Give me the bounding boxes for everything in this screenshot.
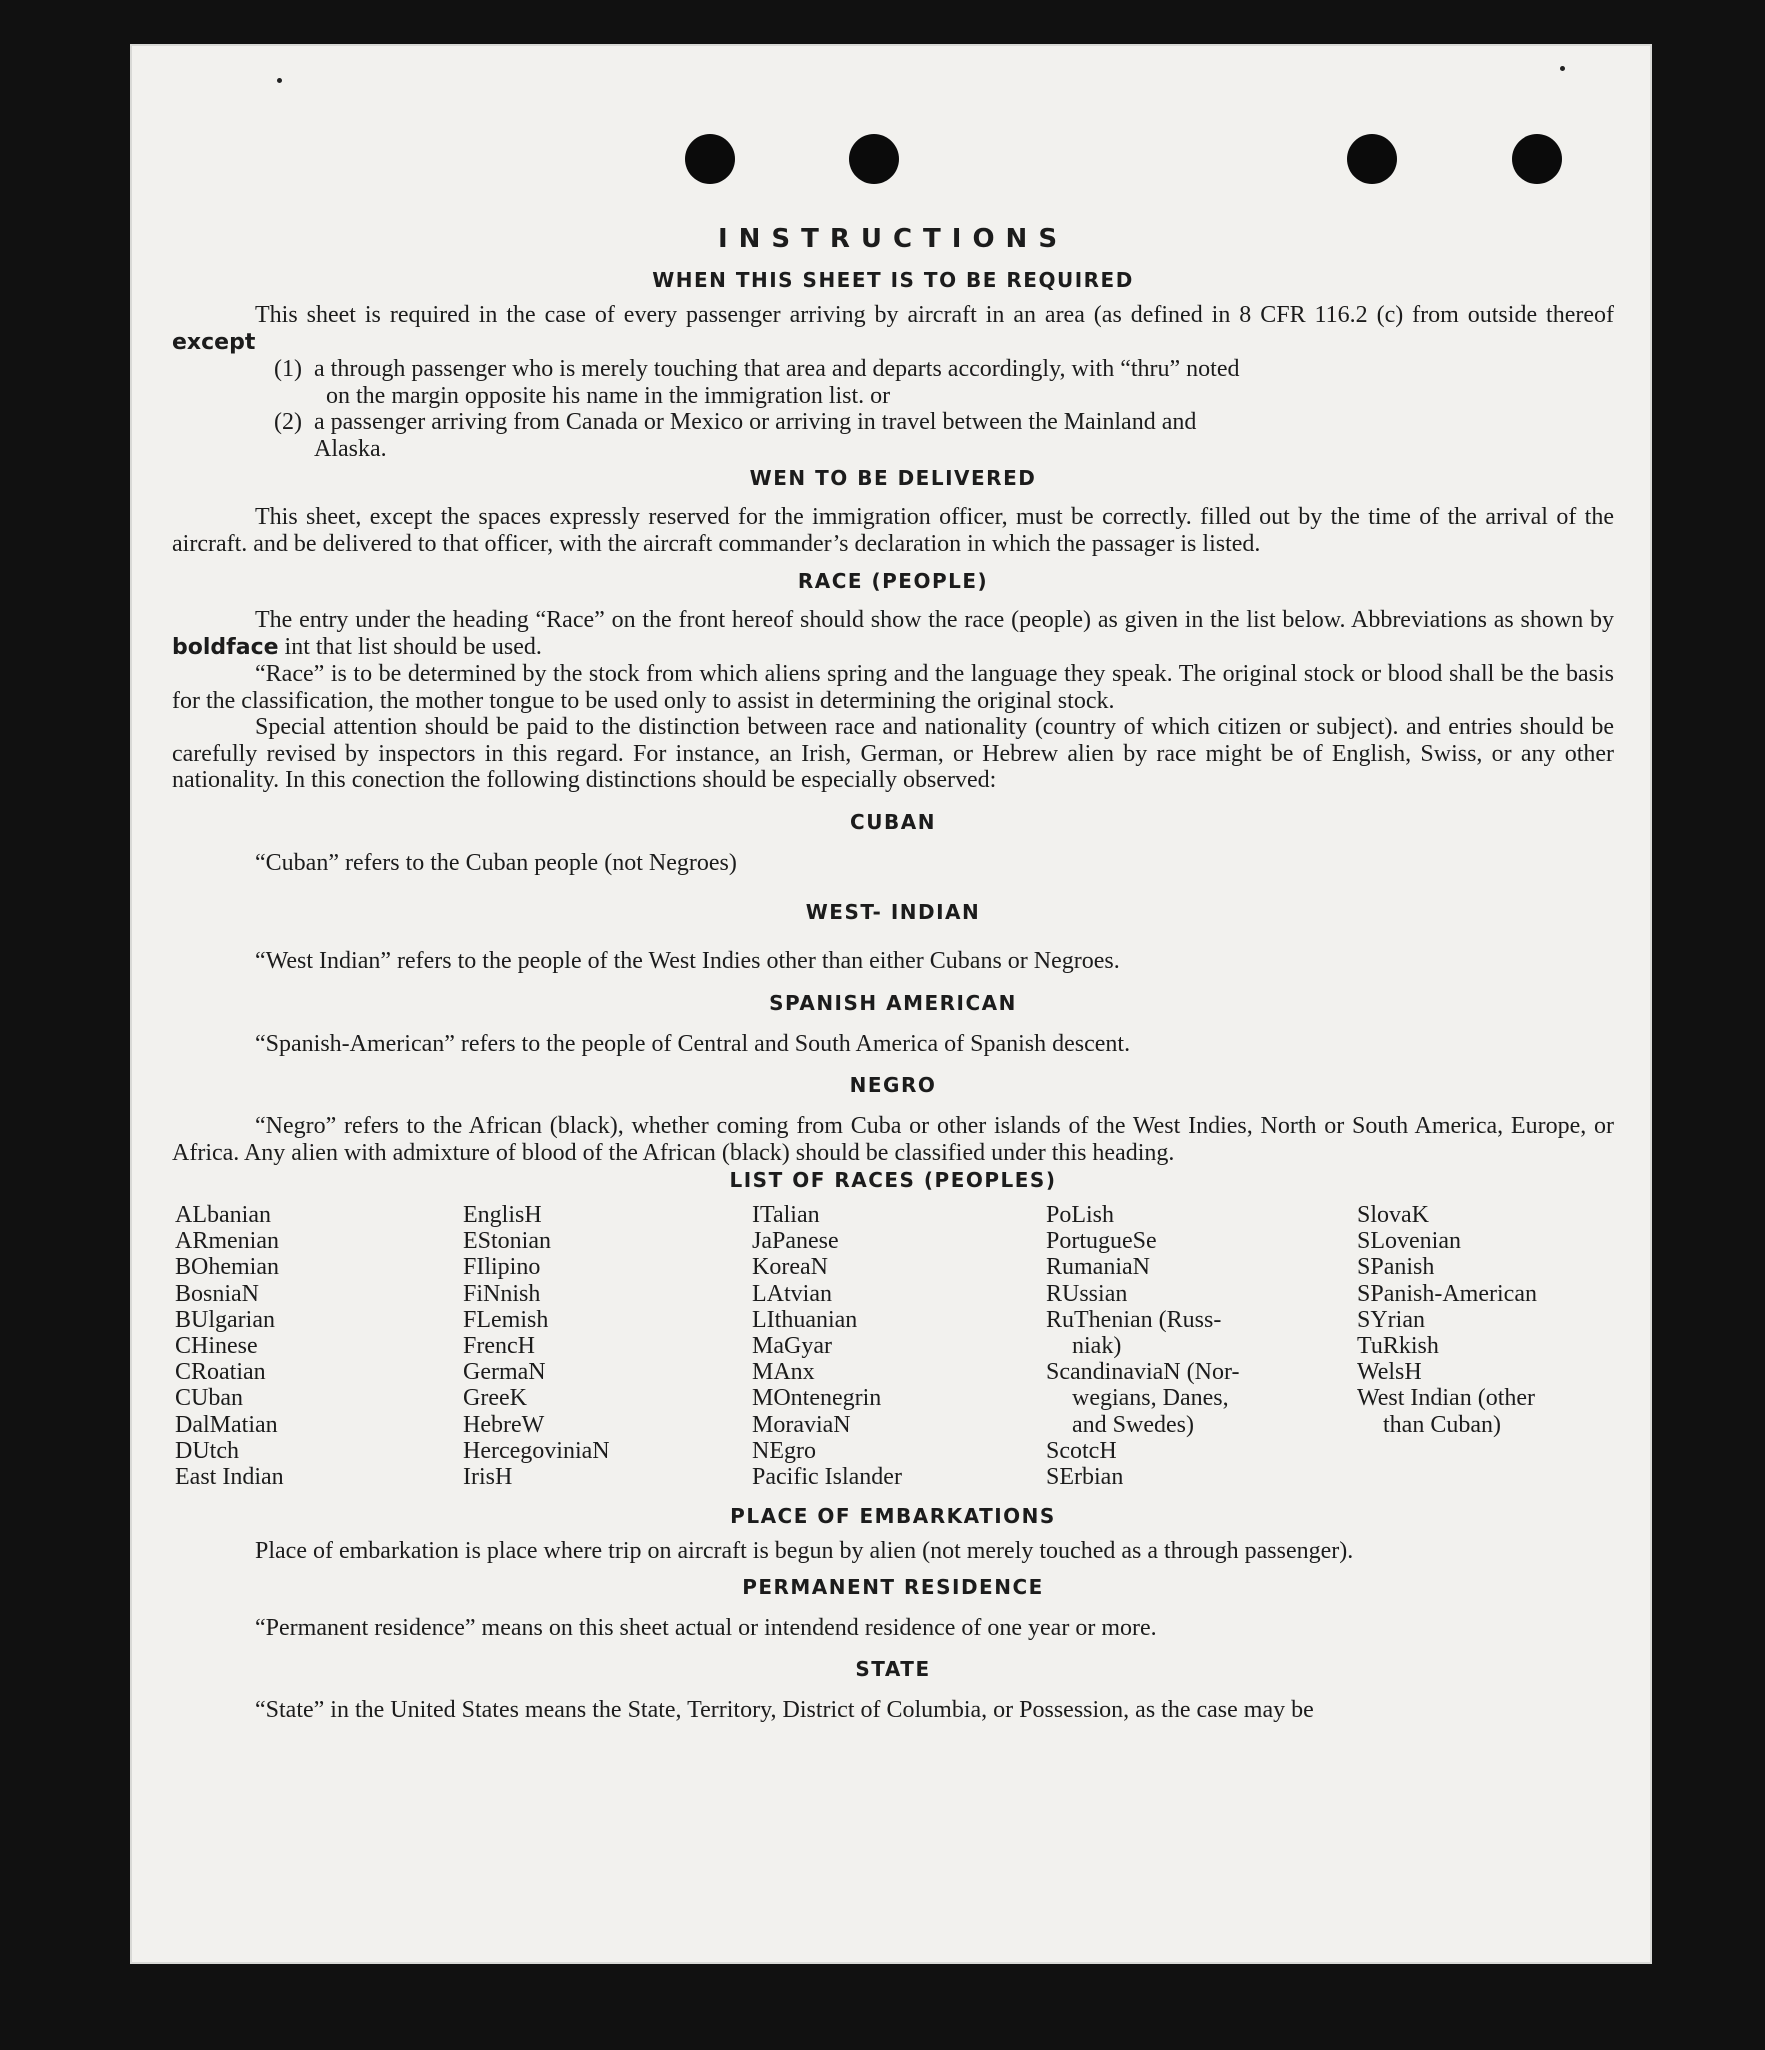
race-item: DUtch	[175, 1437, 239, 1464]
races-column	[752, 1202, 902, 1490]
race-item: FLemish	[463, 1306, 549, 1333]
race-item: SYrian	[1357, 1306, 1425, 1333]
race-item: ALbanian	[175, 1202, 271, 1228]
race-item: East Indian	[175, 1464, 284, 1491]
races-list	[172, 1202, 1614, 1502]
instructions-content	[172, 224, 1614, 1724]
exception-item: (2) a passenger arriving from Canada or Mexico or arriving in travel between the Mainland and Alaska.	[274, 409, 1197, 462]
race-item: RUssian	[1046, 1280, 1128, 1307]
race-item: LAtvian	[752, 1280, 832, 1307]
west-indian-text: “West Indian” refers to the people of the West Indies other than either Cubans or Negroes.	[255, 948, 1120, 974]
race-item: FIlipino	[463, 1254, 541, 1281]
punch-hole	[1512, 134, 1562, 184]
speck	[277, 78, 282, 83]
cuban-text: “Cuban” refers to the Cuban people (not Negroes)	[255, 849, 737, 876]
race-item: MoraviaN	[752, 1411, 851, 1438]
races-column	[1046, 1202, 1239, 1490]
punch-hole	[685, 134, 735, 184]
spanish-american-text: “Spanish-American” refers to the people of Central and South America of Spanish descent.	[255, 1030, 1131, 1057]
race-item: MAnx	[752, 1359, 815, 1386]
heading-when-required: WHEN THIS SHEET IS TO BE REQUIRED	[652, 268, 1134, 292]
race-item: and Swedes)	[1072, 1411, 1194, 1438]
race-item: Pacific Islander	[752, 1464, 902, 1491]
race-item: BosniaN	[175, 1280, 259, 1307]
race-item: EnglisH	[463, 1202, 542, 1228]
race-item: niak)	[1072, 1333, 1122, 1360]
races-column	[175, 1202, 284, 1490]
heading-list-of-races: LIST OF RACES (PEOPLES)	[729, 1168, 1057, 1192]
race-item: HercegoviniaN	[463, 1437, 610, 1464]
race-paragraph-1: The entry under the heading “Race” on the front hereof should show the race (people) as given in the list below. Abbreviations as shown by boldface int that list should be used.	[172, 607, 1614, 660]
race-item: FiNnish	[463, 1280, 541, 1307]
race-item: SLovenian	[1357, 1228, 1461, 1255]
boldface-bold: boldface	[172, 634, 279, 660]
residence-text: “Permanent residence” means on this sheet actual or intendend residence of one year or more.	[255, 1614, 1157, 1641]
race-item: SlovaK	[1357, 1202, 1429, 1228]
punch-hole	[1347, 134, 1397, 184]
negro-text: “Negro” refers to the African (black), whether coming from Cuba or other islands of the West Indies, North or South America, Europe, or Africa. Any alien with admixture of blood of the African (black) should be classified under this heading.	[172, 1113, 1614, 1166]
race-item: ITalian	[752, 1202, 820, 1228]
race-item: GreeK	[463, 1385, 527, 1412]
races-column	[463, 1202, 610, 1490]
race-item: SErbian	[1046, 1464, 1124, 1491]
race-item: RuThenian (Russ-	[1046, 1306, 1222, 1333]
race-item: ScotcH	[1046, 1437, 1117, 1464]
race-item: LIthuanian	[752, 1306, 858, 1333]
document-page	[130, 44, 1652, 1964]
when-delivered-text: This sheet, except the spaces expressly reserved for the immigration officer, must be correctly. filled out by the time of the arrival of the aircraft. and be delivered to that officer, with the aircraft commander’s declaration in which the passager is listed.	[172, 504, 1614, 557]
race-item: IrisH	[463, 1464, 513, 1491]
race-item: WelsH	[1357, 1359, 1422, 1386]
heading-race: RACE (PEOPLE)	[797, 569, 989, 593]
heading-cuban: CUBAN	[850, 809, 936, 834]
speck	[1560, 66, 1565, 71]
races-column	[1357, 1202, 1537, 1438]
race-item: RumaniaN	[1046, 1254, 1150, 1281]
race-item: FrencH	[463, 1333, 535, 1360]
race-item: CUban	[175, 1385, 243, 1412]
when-required-intro: This sheet is required in the case of every passenger arriving by aircraft in an area (as defined in 8 CFR 116.2 (c) from outside thereof except	[172, 302, 1614, 355]
race-item: ARmenian	[175, 1228, 279, 1255]
race-item: EStonian	[463, 1228, 551, 1255]
race-item: CRoatian	[175, 1359, 266, 1386]
race-paragraph-3: Special attention should be paid to the distinction between race and nationality (country of which citizen or subject). and entries should be carefully revised by inspectors in this regard. For instance, an Irish, German, or Hebrew alien by race might be of English, Swiss, or any other nationality. In this conection the following distinctions should be especially observed:	[172, 714, 1614, 793]
race-paragraph-2: “Race” is to be determined by the stock from which aliens spring and the language they speak. The original stock or blood shall be the basis for the classification, the mother tongue to be used only to assist in determining the original stock.	[172, 661, 1614, 714]
race-item: PoLish	[1046, 1202, 1115, 1228]
embarkation-text: Place of embarkation is place where trip on aircraft is begun by alien (not merely touched as a through passenger).	[255, 1538, 1354, 1564]
punch-hole	[849, 134, 899, 184]
race-item: MaGyar	[752, 1333, 832, 1360]
race-item: CHinese	[175, 1333, 258, 1360]
heading-when-delivered: WEN TO BE DELIVERED	[749, 466, 1037, 490]
race-item: BOhemian	[175, 1254, 279, 1281]
race-item: GermaN	[463, 1359, 546, 1386]
heading-west-indian: WEST- INDIAN	[805, 900, 981, 924]
race-item: SPanish-American	[1357, 1280, 1537, 1307]
race-item: ScandinaviaN (Nor-	[1046, 1359, 1240, 1386]
race-item: KoreaN	[752, 1254, 828, 1281]
race-item: NEgro	[752, 1437, 816, 1464]
except-bold: except	[172, 329, 256, 355]
race-item: TuRkish	[1357, 1333, 1439, 1360]
heading-embarkation: PLACE OF EMBARKATIONS	[730, 1504, 1056, 1528]
exception-item: (1) a through passenger who is merely touching that area and departs accordingly, with “thru” noted on the margin opposite his name in the immigration list. or	[274, 356, 1240, 409]
heading-spanish-american: SPANISH AMERICAN	[769, 990, 1017, 1015]
race-item: SPanish	[1357, 1254, 1435, 1281]
heading-permanent-residence: PERMANENT RESIDENCE	[742, 1574, 1044, 1599]
heading-state: STATE	[855, 1657, 931, 1681]
page-title: INSTRUCTIONS	[717, 224, 1069, 254]
race-item: MOntenegrin	[752, 1385, 882, 1412]
race-item: West Indian (other	[1357, 1385, 1536, 1412]
race-item: DalMatian	[175, 1411, 278, 1438]
race-item: than Cuban)	[1383, 1411, 1501, 1438]
race-item: HebreW	[463, 1411, 545, 1438]
race-item: BUlgarian	[175, 1306, 275, 1333]
race-item: JaPanese	[752, 1228, 839, 1255]
state-text: “State” in the United States means the State, Territory, District of Columbia, or Possession, as the case may be	[255, 1697, 1314, 1723]
race-item: wegians, Danes,	[1072, 1385, 1229, 1412]
race-item: PortugueSe	[1046, 1228, 1157, 1255]
heading-negro: NEGRO	[849, 1073, 937, 1097]
